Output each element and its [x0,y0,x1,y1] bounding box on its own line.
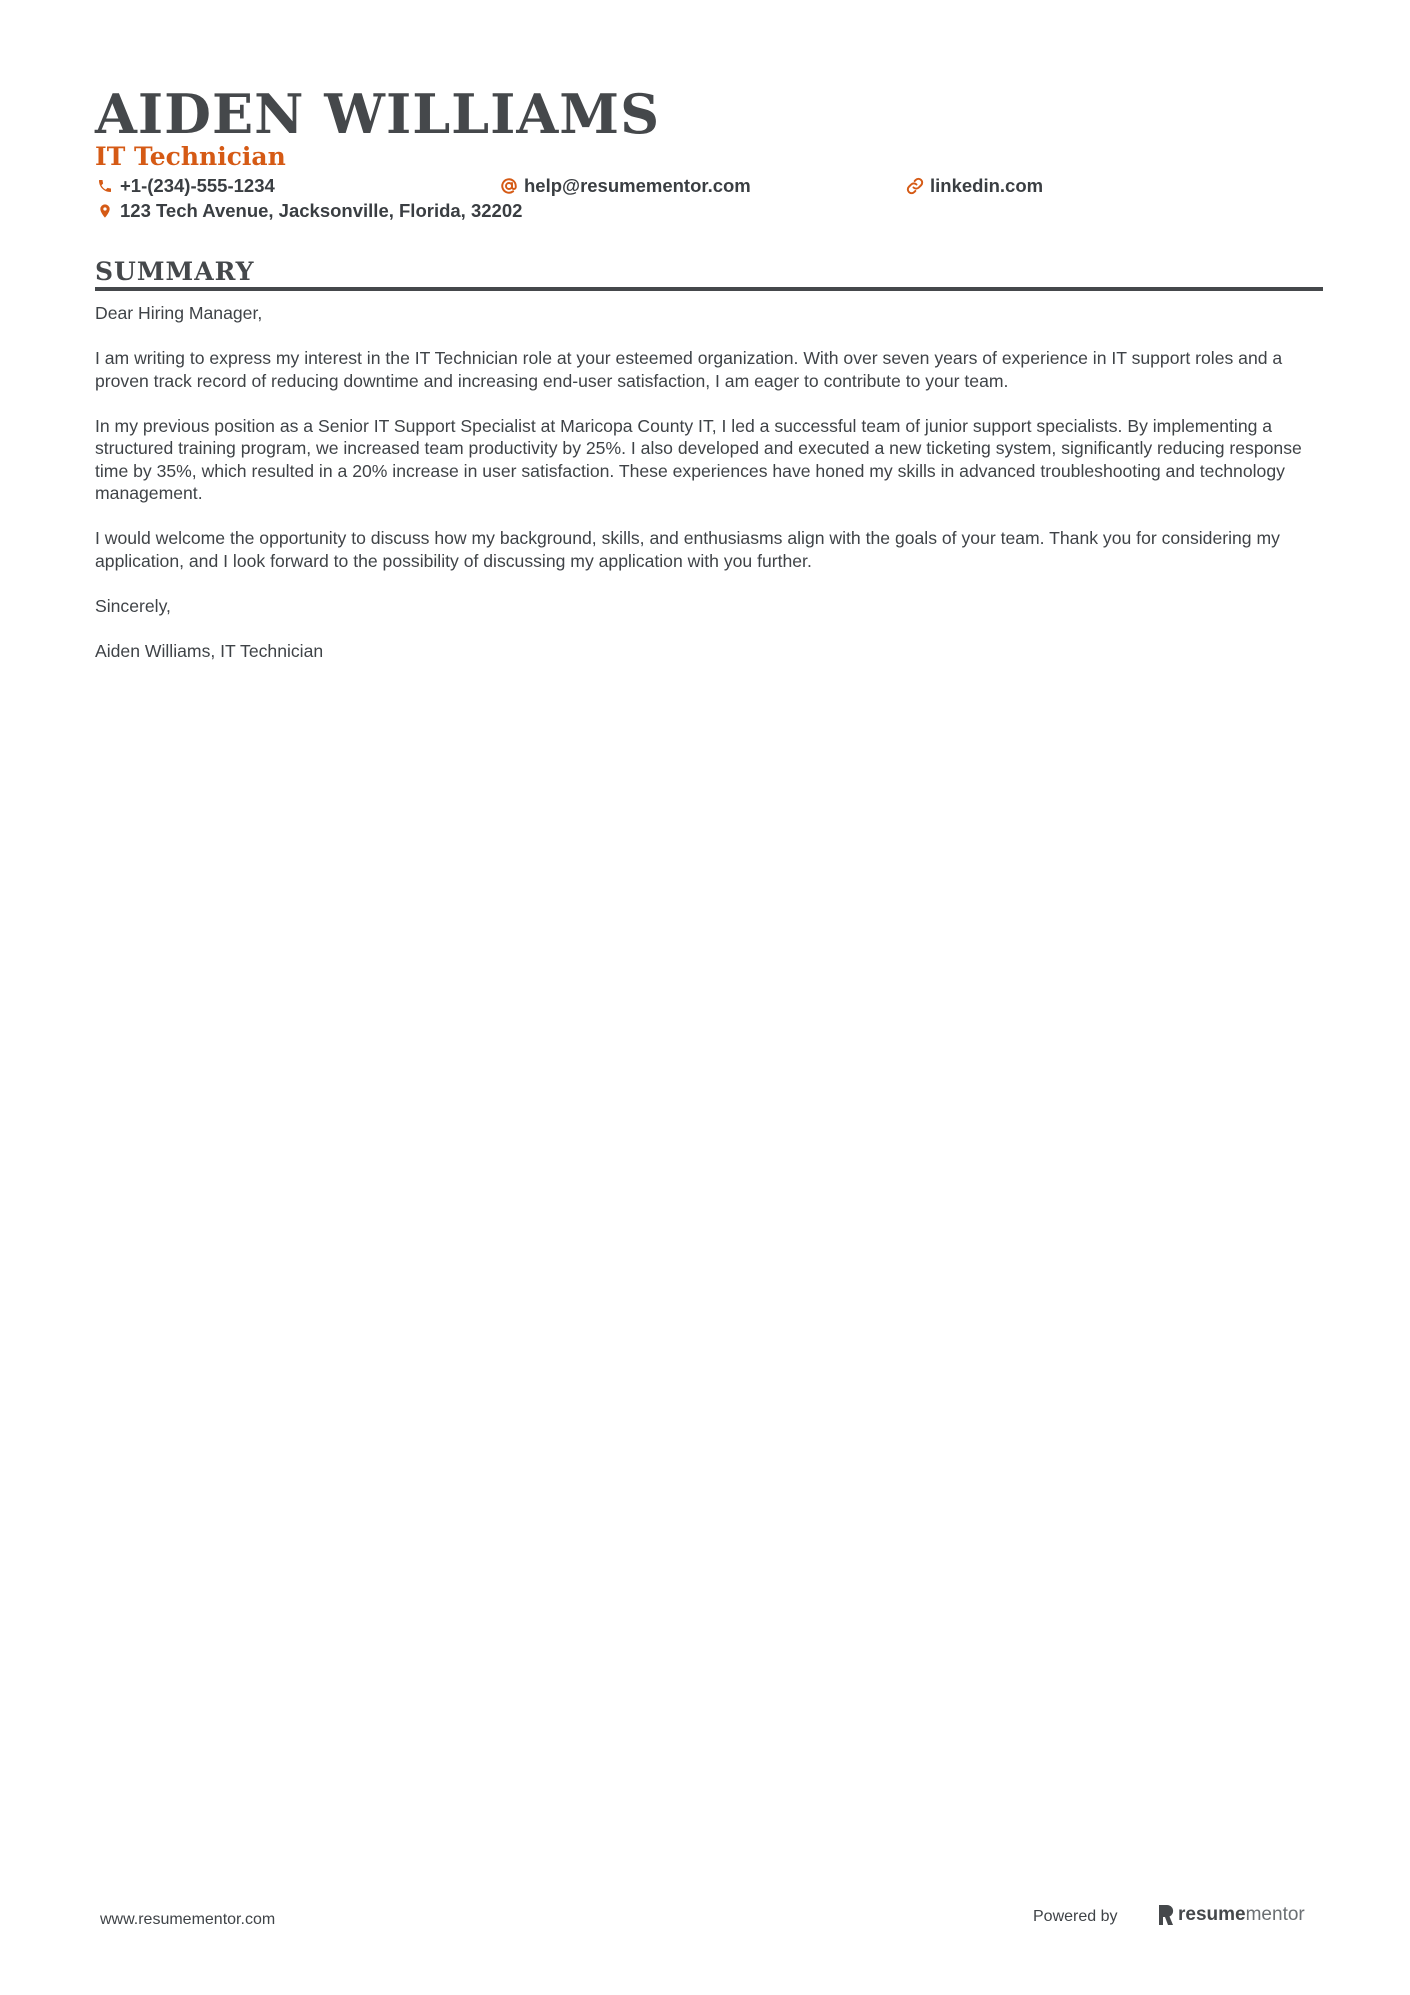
signature: Aiden Williams, IT Technician [95,640,324,661]
letter-paragraph: I would welcome the opportunity to discuss how my background, skills, and enthusiasms align with the goals of your team. Thank you for considering my application, and I look forward to the possibility of discussing my application with you further. [95,528,1280,571]
logo-wordmark-bold: resume [1178,1904,1246,1925]
resumementor-logo[interactable] [1157,1904,1305,1926]
letter-paragraph: I am writing to express my interest in the IT Technician role at your esteemed organization. With over seven years of experience in IT support roles and a proven track record of reducing downtime and increasing end-user satisfaction, I am eager to contribute to your team. [95,348,1283,391]
letter-body [95,302,1323,685]
logo-wordmark-light: mentor [1245,1904,1305,1925]
salutation: Dear Hiring Manager, [95,303,263,323]
section-title-summary: SUMMARY [95,257,255,286]
map-pin-icon [95,201,115,221]
address-text: 123 Tech Avenue, Jacksonville, Florida, 32202 [120,200,523,221]
contact-linkedin [905,174,1043,198]
footer-website-link[interactable]: www.resumementor.com [100,1911,276,1928]
letter-paragraph: In my previous position as a Senior IT Support Specialist at Maricopa County IT, I led a successful team of junior support specialists. By implementing a structured training program, we increased team productivity by 25%. I also developed and executed a new ticketing system, significantly reducing response time by 35%, which resulted in a 20% increase in user satisfaction. These experiences have honed my skills in advanced troubleshooting and technology management. [95,415,1302,503]
candidate-name: AIDEN WILLIAMS [95,82,661,146]
section-divider [95,287,1323,291]
cover-letter-page [95,0,1323,1995]
contact-address [95,199,522,223]
phone-icon [95,176,115,196]
candidate-role: IT Technician [95,142,286,171]
link-icon [905,176,925,196]
closing: Sincerely, [95,595,171,616]
linkedin-link[interactable]: linkedin.com [930,175,1044,196]
resumementor-logo-icon [1157,1904,1174,1926]
footer-powered-by: Powered by [1033,1908,1118,1925]
email-link[interactable]: help@resumementor.com [524,175,751,196]
contact-phone [95,174,275,198]
phone-text: +1-(234)-555-1234 [120,175,275,196]
contact-email [499,174,751,198]
at-sign-icon [499,176,519,196]
